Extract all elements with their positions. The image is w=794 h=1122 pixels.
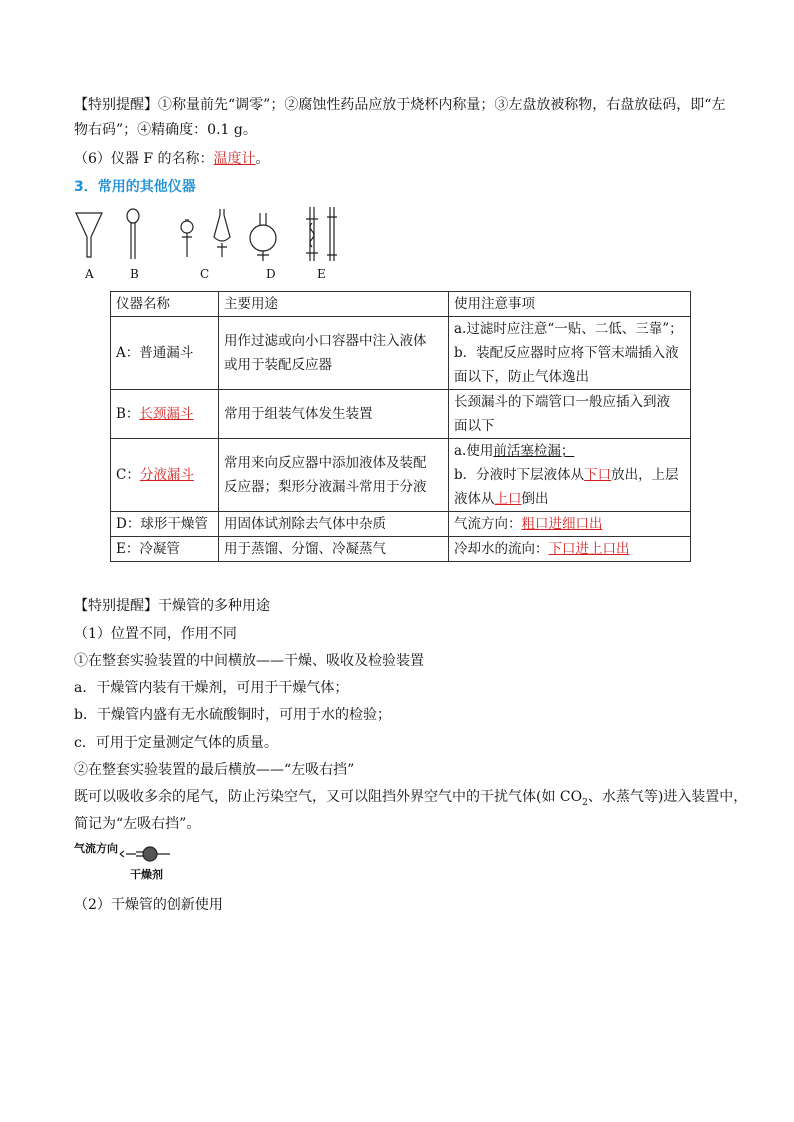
drying-tube-figure — [74, 840, 184, 884]
table-row — [111, 439, 691, 512]
ball-funnel-shape — [181, 221, 193, 233]
figure-label-b: B — [130, 267, 139, 281]
row-c-note-1-answer: 前活塞检漏； — [493, 443, 575, 459]
note2-p4-part2: 、水蒸气等)进入装置中， — [587, 789, 748, 805]
instrument-drawings — [74, 205, 364, 267]
row-a-note-line-2: b．装配反应器时应将下管末端插入液 — [454, 345, 679, 361]
header-name: 仪器名称 — [111, 292, 219, 317]
row-d-notes — [449, 512, 691, 537]
row-c-note-2-suffix: 放出，上层 — [611, 467, 679, 483]
row-e-use: 用于蒸馏、分馏、冷凝蒸气 — [219, 537, 449, 562]
row-c-notes — [449, 439, 691, 512]
row-b-notes — [449, 390, 691, 439]
note2-c: c．可用于定量测定气体的质量。 — [74, 735, 278, 751]
flask-shape — [260, 213, 266, 225]
figure-label-e: E — [317, 267, 326, 281]
airflow-label: 气流方向 — [74, 842, 118, 855]
instrument-figures — [74, 205, 364, 285]
table-header-row — [111, 292, 691, 317]
note-line-2: 物右码”；④精确度：0.1 g。 — [74, 122, 257, 138]
row-a-use-line-1: 用作过滤或向小口容器中注入液体 — [224, 333, 427, 349]
row-c-note-1-prefix: a.使用 — [454, 443, 494, 459]
funnel-shape — [76, 213, 102, 257]
row-c-note-line-2 — [454, 463, 685, 487]
row-c-note-3-answer: 上口 — [494, 491, 522, 507]
note2-p2: ①在整套实验装置的中间横放——干燥、吸收及检验装置 — [74, 653, 424, 669]
pear-funnel-shape — [214, 209, 230, 257]
row-c-note-3-suffix: 倒出 — [521, 491, 549, 507]
instrument-table — [110, 291, 691, 562]
row-d-note-prefix: 气流方向： — [454, 516, 522, 532]
row-e-note-answer: 下口进上口出 — [548, 541, 630, 557]
note2-p6: （2）干燥管的创新使用 — [74, 897, 223, 913]
section-title: 3．常用的其他仪器 — [74, 179, 196, 195]
header-use: 主要用途 — [219, 292, 449, 317]
desiccant-label: 干燥剂 — [130, 868, 163, 881]
note2-p4-sub: 2 — [582, 797, 588, 808]
row-c-note-line-3 — [454, 487, 685, 511]
note-line-1: 【特别提醒】①称量前先“调零”；②腐蚀性药品应放于烧杯内称量；③左盘放被称物，右盘放砝码，即“左 — [74, 97, 726, 113]
row-b-note-line-2: 面以下 — [454, 418, 495, 434]
row-c-use-line-2: 反应器；梨形分液漏斗常用于分液 — [224, 479, 427, 495]
question-6 — [74, 149, 270, 169]
row-c-note-2-answer: 下口 — [584, 467, 612, 483]
table-row — [111, 512, 691, 537]
note2-p4-part1: 既可以吸收多余的尾气，防止污染空气，又可以阻挡外界空气中的干扰气体(如 CO — [74, 789, 583, 805]
row-c-use — [219, 439, 449, 512]
row-a-use — [219, 317, 449, 390]
condenser-shape — [327, 207, 337, 261]
header-notes: 使用注意事项 — [449, 292, 691, 317]
figure-label-c: C — [200, 267, 210, 281]
row-c-note-line-1 — [454, 439, 685, 463]
row-d-use: 用固体试剂除去气体中杂质 — [219, 512, 449, 537]
table-row — [111, 390, 691, 439]
row-b-name — [111, 390, 219, 439]
note2-p3: ②在整套实验装置的最后横放——“左吸右挡” — [74, 762, 355, 778]
row-a-note-line-3: 面以下，防止气体逸出 — [454, 369, 589, 385]
drying-tube-shape — [306, 207, 318, 261]
note2-p4 — [74, 787, 747, 813]
drying-tube-drawing — [74, 840, 184, 884]
row-c-note-2-prefix: b．分液时下层液体从 — [454, 467, 585, 483]
row-c-name-answer: 分液漏斗 — [139, 467, 194, 483]
row-e-note-prefix: 冷却水的流向： — [454, 541, 549, 557]
long-neck-funnel-shape — [127, 209, 139, 223]
row-a-name: A：普通漏斗 — [111, 317, 219, 390]
row-d-note-answer: 粗口进细口出 — [521, 516, 603, 532]
row-c-note-3-prefix: 液体从 — [454, 491, 495, 507]
figure-label-d: D — [266, 267, 276, 281]
question-6-answer: 温度计 — [213, 151, 256, 167]
row-c-name — [111, 439, 219, 512]
row-b-note-line-1: 长颈漏斗的下端管口一般应插入到液 — [454, 394, 670, 410]
row-b-name-prefix: B： — [116, 406, 140, 422]
row-c-name-prefix: C： — [116, 467, 140, 483]
row-c-use-line-1: 常用来向反应器中添加液体及装配 — [224, 455, 427, 471]
figure-label-a: A — [85, 267, 94, 281]
note2-a: a．干燥管内装有干燥剂，可用于干燥气体； — [74, 680, 349, 696]
row-a-note-line-1: a.过滤时应注意“一贴、二低、三靠”； — [454, 321, 683, 337]
row-a-use-line-2: 或用于装配反应器 — [224, 357, 332, 373]
row-e-notes — [449, 537, 691, 562]
note2-b: b．干燥管内盛有无水硫酸铜时，可用于水的检验； — [74, 707, 391, 723]
row-a-notes — [449, 317, 691, 390]
row-b-use: 常用于组装气体发生装置 — [219, 390, 449, 439]
row-e-name: E：冷凝管 — [111, 537, 219, 562]
table-row — [111, 317, 691, 390]
question-6-prefix: （6）仪器 F 的名称： — [74, 151, 214, 167]
row-b-name-answer: 长颈漏斗 — [139, 406, 194, 422]
note2-p1: （1）位置不同，作用不同 — [74, 626, 237, 642]
row-d-name: D：球形干燥管 — [111, 512, 219, 537]
note2-title: 【特别提醒】干燥管的多种用途 — [74, 598, 270, 614]
table-row — [111, 537, 691, 562]
question-6-suffix: 。 — [255, 151, 270, 167]
note2-p5: 简记为“左吸右挡”。 — [74, 816, 201, 832]
